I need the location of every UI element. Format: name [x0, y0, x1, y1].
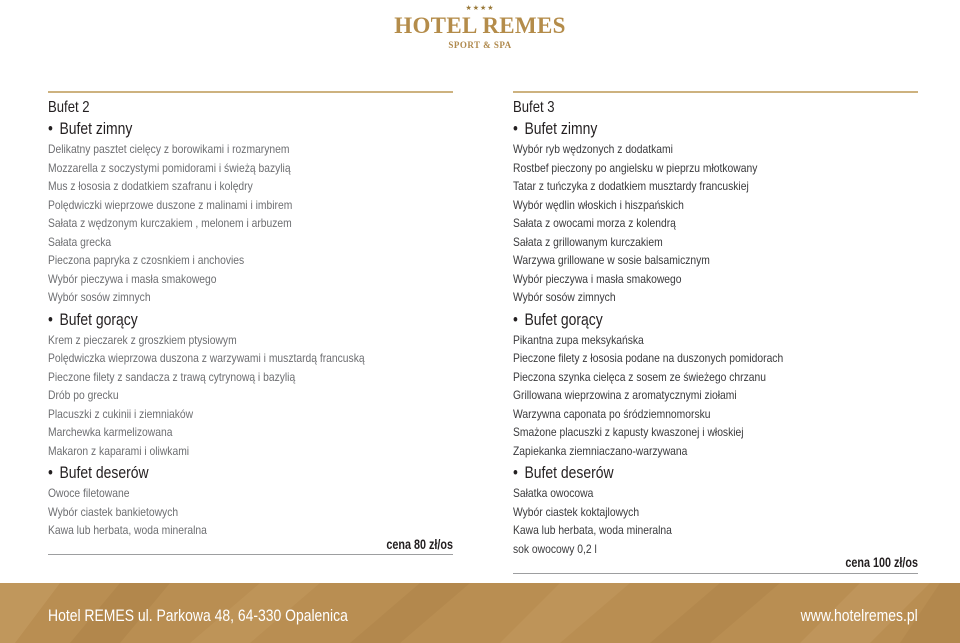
logo-name: HOTEL REMES: [394, 13, 566, 38]
section-title: • Bufet deserów: [513, 463, 614, 482]
menu-item: Pieczone filety z sandacza z trawą cytrynową i bazylią: [48, 369, 296, 384]
footer-address: Hotel REMES ul. Parkowa 48, 64-330 Opalenica: [48, 606, 348, 625]
menu-item: Drób po grecku: [48, 388, 119, 402]
bullet-icon: •: [48, 309, 53, 329]
footer-website-link[interactable]: www.hotelremes.pl: [801, 606, 918, 625]
bufet-3-dessert-section: [513, 462, 918, 558]
menu-item: Sałatka owocowa: [513, 486, 594, 500]
menu-item: Polędwiczki wieprzowe duszone z malinami i imbirem: [48, 197, 293, 212]
menu-item: Mozzarella z soczystymi pomidorami i świeżą bazylią: [48, 160, 291, 175]
menu-item: Polędwiczka wieprzowa duszona z warzywami i musztardą francuską: [48, 351, 365, 365]
bufet-2-cold-section: [48, 118, 453, 307]
menu-item: Wybór pieczywa i masła smakowego: [513, 271, 682, 286]
section-title: • Bufet deserów: [48, 463, 149, 482]
bufet-3-title: Bufet 3: [513, 99, 555, 116]
hotel-logo: [380, 4, 580, 54]
menu-item: Sałata z owocami morza z kolendrą: [513, 216, 676, 230]
section-title: • Bufet zimny: [48, 119, 133, 138]
bufet-3-hot-section: [513, 309, 918, 461]
menu-item: Pieczona papryka z czosnkiem i anchovies: [48, 253, 245, 267]
bullet-icon: •: [48, 119, 53, 138]
menu-item: Wybór sosów zimnych: [513, 290, 616, 304]
menu-item: Wybór pieczywa i masła smakowego: [48, 271, 217, 286]
menu-item: sok owocowy 0,2 l: [513, 541, 597, 556]
section-title: • Bufet zimny: [513, 119, 598, 138]
bufet-2-menu: [48, 91, 453, 540]
bufet-2-hot-section: [48, 309, 453, 461]
bufet-3-price: cena 100 zł/os: [845, 555, 918, 570]
menu-item: Placuszki z cukinii i ziemniaków: [48, 406, 194, 421]
menu-item: Kawa lub herbata, woda mineralna: [513, 523, 672, 537]
logo-stars: ★★★★: [465, 4, 495, 12]
bufet-3-menu: [513, 91, 918, 558]
menu-item: Rostbef pieczony po angielsku w pieprzu młotkowany: [513, 160, 758, 175]
menu-item: Pieczone filety z łososia podane na duszonych pomidorach: [513, 351, 784, 365]
bufet-3-cold-section: [513, 118, 918, 307]
menu-item: Marchewka karmelizowana: [48, 425, 173, 439]
bufet-2-title: Bufet 2: [48, 99, 90, 116]
menu-item: Warzywa grillowane w sosie balsamicznym: [513, 253, 710, 267]
logo-subtitle: SPORT & SPA: [448, 40, 512, 50]
menu-item: Pikantna zupa meksykańska: [513, 332, 644, 347]
bullet-icon: •: [513, 463, 518, 482]
price-divider: [513, 573, 918, 574]
bufet-2-dessert-section: [48, 462, 453, 540]
menu-item: Delikatny pasztet cielęcy z borowikami i rozmarynem: [48, 142, 290, 156]
menu-item: Sałata grecka: [48, 234, 112, 249]
menu-item: Pieczona szynka cielęca z sosem ze świeżego chrzanu: [513, 369, 766, 384]
menu-item: Wybór sosów zimnych: [48, 290, 151, 304]
bullet-icon: •: [513, 119, 518, 138]
menu-item: Kawa lub herbata, woda mineralna: [48, 523, 207, 537]
menu-item: Sałata z wędzonym kurczakiem , melonem i arbuzem: [48, 216, 292, 230]
price-divider: [48, 554, 453, 555]
menu-item: Smażone placuszki z kapusty kwaszonej i włoskiej: [513, 425, 744, 439]
menu-item: Warzywna caponata po śródziemnomorsku: [513, 406, 711, 421]
menu-item: Mus z łososia z dodatkiem szafranu i kolędry: [48, 179, 253, 193]
bullet-icon: •: [513, 309, 518, 329]
section-title: • Bufet gorący: [513, 309, 603, 329]
bufet-2-price: cena 80 zł/os: [386, 537, 453, 552]
menu-item: Grillowana wieprzowina z aromatycznymi ziołami: [513, 388, 737, 402]
menu-item: Wybór wędlin włoskich i hiszpańskich: [513, 197, 684, 212]
menu-item: Makaron z kaparami i oliwkami: [48, 443, 190, 458]
section-title: • Bufet gorący: [48, 309, 138, 329]
menu-item: Wybór ciastek bankietowych: [48, 504, 179, 519]
menu-item: Wybór ryb wędzonych z dodatkami: [513, 142, 673, 156]
menu-item: Zapiekanka ziemniaczano-warzywana: [513, 443, 688, 458]
menu-item: Krem z pieczarek z groszkiem ptysiowym: [48, 332, 237, 347]
bullet-icon: •: [48, 463, 53, 482]
menu-item: Owoce filetowane: [48, 486, 130, 500]
footer-bar: [0, 583, 960, 643]
menu-item: Wybór ciastek koktajlowych: [513, 504, 640, 519]
menu-item: Tatar z tuńczyka z dodatkiem musztardy francuskiej: [513, 179, 749, 193]
menu-item: Sałata z grillowanym kurczakiem: [513, 234, 663, 249]
